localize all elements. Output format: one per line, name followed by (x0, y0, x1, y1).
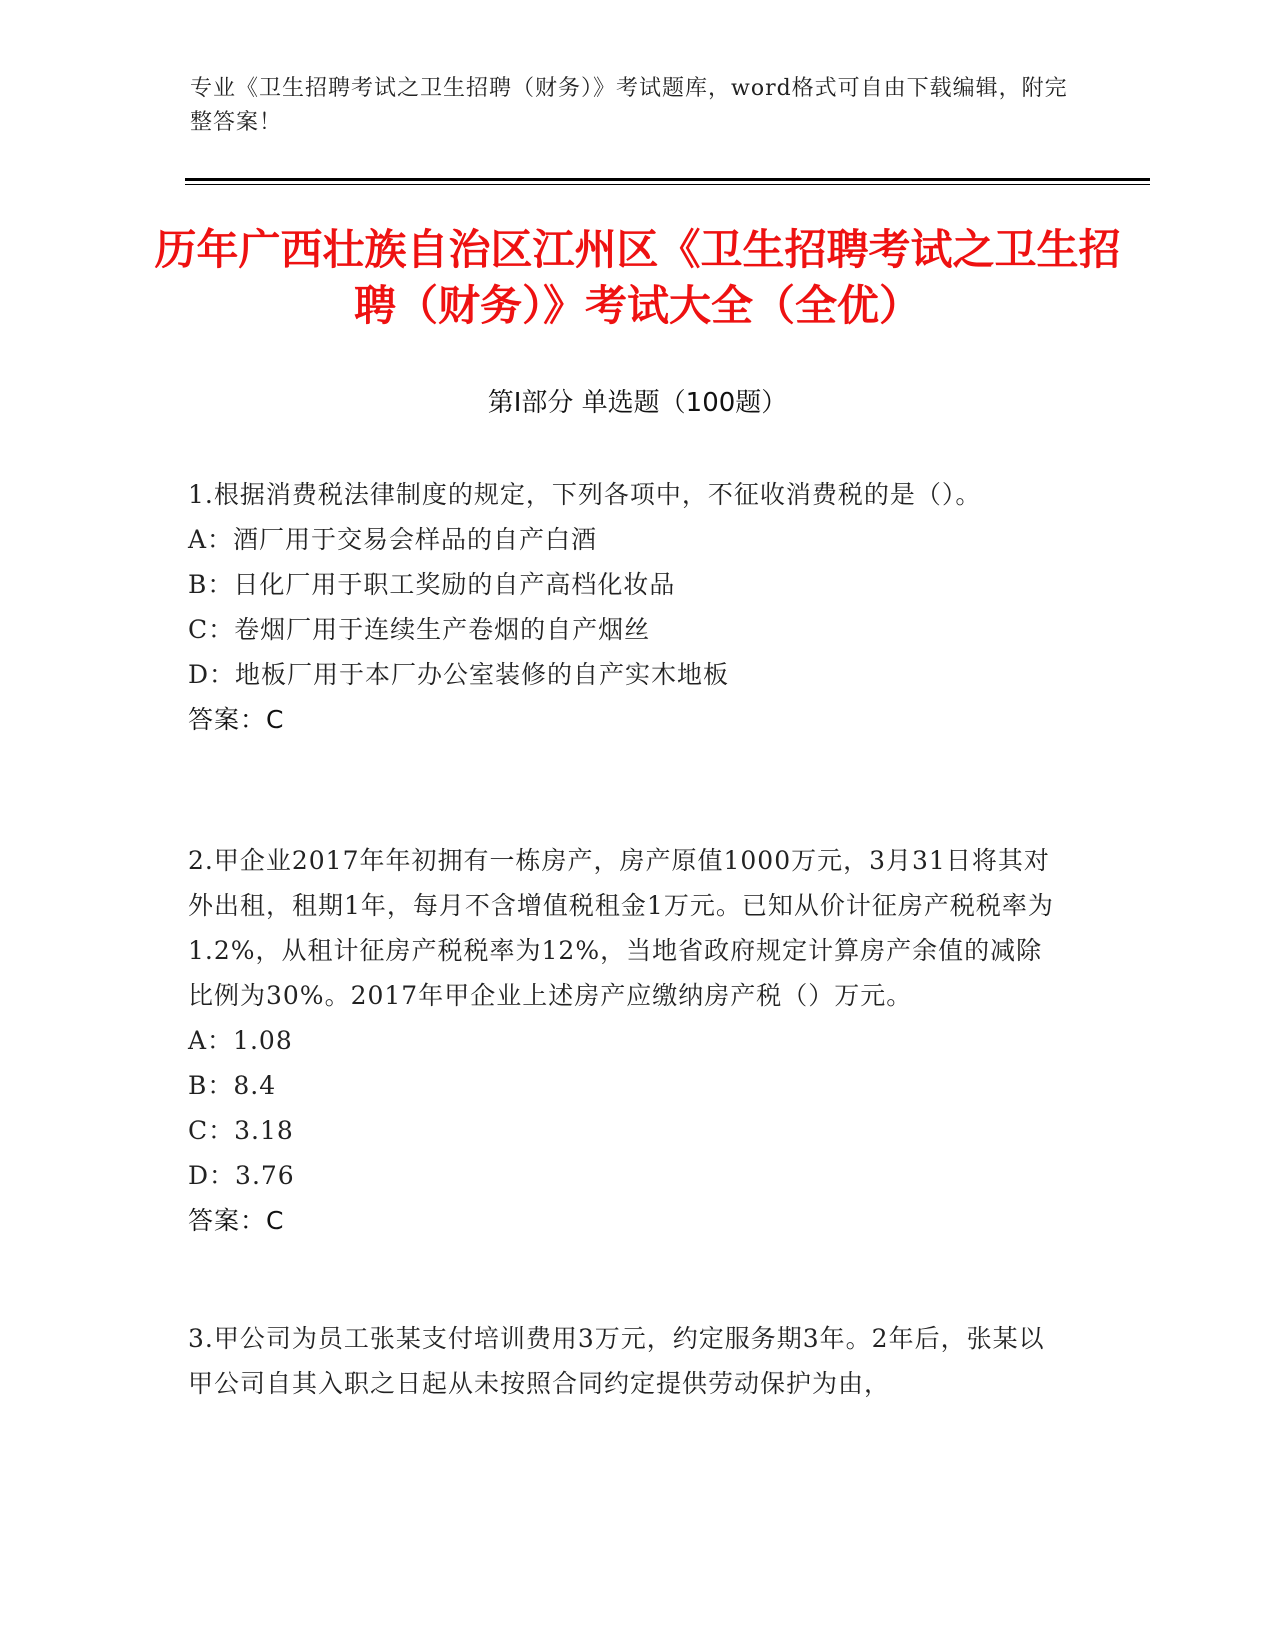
question-1 (188, 472, 1068, 742)
option-d: D：3.76 (188, 1161, 295, 1190)
question-2 (188, 838, 1068, 1243)
option-a: A：1.08 (188, 1026, 293, 1055)
question-stem: 3.甲公司为员工张某支付培训费用3万元，约定服务期3年。2年后，张某以甲公司自其入职之日起从未按照合同约定提供劳动保护为由， (188, 1324, 1045, 1398)
header-divider-thin (185, 184, 1150, 185)
question-3 (188, 1316, 1068, 1406)
option-d: D：地板厂用于本厂办公室装修的自产实木地板 (188, 660, 730, 689)
header-divider-thick (185, 178, 1150, 181)
option-a: A：酒厂用于交易会样品的自产白酒 (188, 525, 598, 554)
option-b: B：日化厂用于职工奖励的自产高档化妆品 (188, 570, 676, 599)
option-b: B：8.4 (188, 1071, 277, 1100)
question-stem: 2.甲企业2017年年初拥有一栋房产，房产原值1000万元，3月31日将其对外出租，租期1年，每月不含增值税租金1万元。已知从价计征房产税税率为1.2%，从租计征房产税税率为12%，当地省政府规定计算房产余值的减除比例为30%。2017年甲企业上述房产应缴纳房产税（）万元。 (188, 846, 1054, 1010)
page-title: 历年广西壮族自治区江州区《卫生招聘考试之卫生招聘（财务）》考试大全（全优） (154, 225, 1121, 330)
option-c: C：卷烟厂用于连续生产卷烟的自产烟丝 (188, 615, 651, 644)
answer: 答案：C (188, 705, 285, 734)
question-stem: 1.根据消费税法律制度的规定，下列各项中，不征收消费税的是（）。 (188, 480, 982, 509)
header-note: 专业《卫生招聘考试之卫生招聘（财务）》考试题库，word格式可自由下载编辑，附完整答案！ (190, 76, 1068, 135)
answer: 答案：C (188, 1206, 285, 1235)
section-title: 第Ⅰ部分 单选题（100题） (487, 388, 788, 418)
option-c: C：3.18 (188, 1116, 294, 1145)
